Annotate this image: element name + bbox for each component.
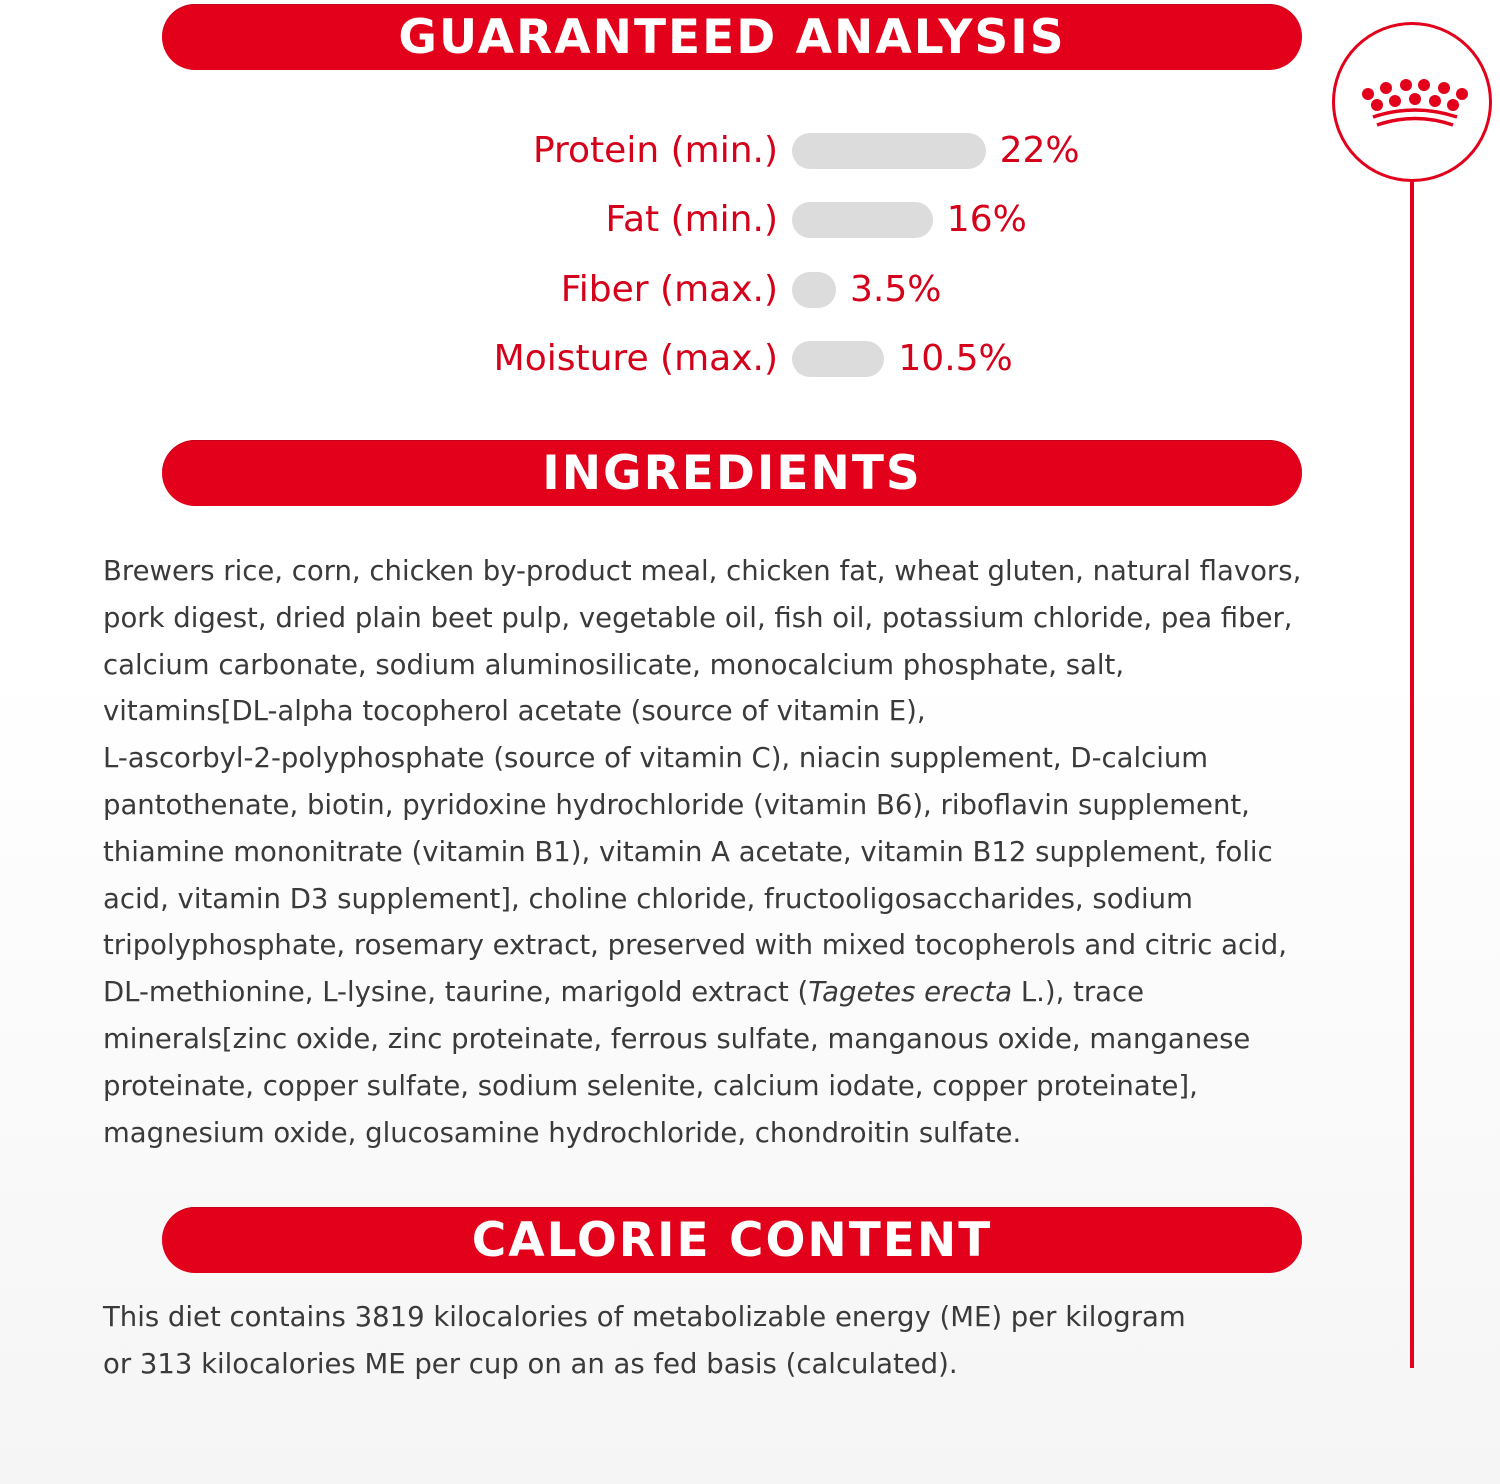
- analysis-label: Fiber (max.): [560, 269, 778, 310]
- ingredients-line: tripolyphosphate, rosemary extract, preserved with mixed tocopherols and citric acid,: [103, 929, 1287, 962]
- ingredients-line: minerals[zinc oxide, zinc proteinate, ferrous sulfate, manganous oxide, manganese: [103, 1022, 1251, 1055]
- analysis-row-moisture: [0, 334, 1500, 384]
- analysis-value: 3.5%: [850, 269, 942, 310]
- ingredients-line: acid, vitamin D3 supplement], choline chloride, fructooligosaccharides, sodium: [103, 882, 1193, 915]
- ingredients-line: vitamins[DL-alpha tocopherol acetate (source of vitamin E),: [103, 695, 926, 728]
- analysis-bar: [792, 202, 933, 238]
- ingredients-line: pantothenate, biotin, pyridoxine hydrochloride (vitamin B6), riboflavin supplement,: [103, 788, 1250, 821]
- ingredients-line: L-ascorbyl-2-polyphosphate (source of vitamin C), niacin supplement, D-calcium: [103, 742, 1209, 775]
- ingredients-species-name: Tagetes erecta: [808, 976, 1013, 1009]
- analysis-row-protein: [0, 126, 1500, 176]
- ingredients-line: thiamine mononitrate (vitamin B1), vitamin A acetate, vitamin B12 supplement, folic: [103, 835, 1273, 868]
- calorie-content-title: CALORIE CONTENT: [471, 1212, 993, 1268]
- analysis-label: Protein (min.): [532, 130, 778, 171]
- ingredients-fragment: DL-methionine, L-lysine, taurine, marigold extract (: [103, 976, 809, 1009]
- guaranteed-analysis-title: GUARANTEED ANALYSIS: [398, 9, 1066, 65]
- calorie-text: [103, 1294, 1303, 1388]
- ingredients-text: [103, 548, 1393, 1156]
- analysis-value: 10.5%: [898, 338, 1013, 379]
- ingredients-fragment: L.), trace: [1012, 976, 1145, 1009]
- brand-vertical-line: [1410, 182, 1414, 1368]
- calorie-line: or 313 kilocalories ME per cup on an as fed basis (calculated).: [103, 1347, 958, 1380]
- ingredients-line: [103, 969, 1393, 1016]
- brand-logo-circle: [1332, 22, 1492, 182]
- analysis-bar: [792, 133, 986, 169]
- calorie-content-banner: [162, 1207, 1302, 1273]
- ingredients-line: Brewers rice, corn, chicken by-product meal, chicken fat, wheat gluten, natural flavors,: [103, 555, 1302, 587]
- ingredients-line: magnesium oxide, glucosamine hydrochloride, chondroitin sulfate.: [103, 1116, 1022, 1149]
- analysis-row-fiber: [0, 265, 1500, 315]
- guaranteed-analysis-banner: [162, 4, 1302, 70]
- ingredients-banner: [162, 440, 1302, 506]
- analysis-value: 22%: [999, 130, 1080, 171]
- ingredients-line: proteinate, copper sulfate, sodium selenite, calcium iodate, copper proteinate],: [103, 1069, 1198, 1102]
- ingredients-line: calcium carbonate, sodium aluminosilicate, monocalcium phosphate, salt,: [103, 648, 1125, 681]
- analysis-bar: [792, 272, 836, 308]
- analysis-value: 16%: [946, 199, 1027, 240]
- ingredients-title: INGREDIENTS: [542, 445, 922, 501]
- analysis-row-fat: [0, 195, 1500, 245]
- analysis-bar: [792, 341, 884, 377]
- ingredients-line: pork digest, dried plain beet pulp, vegetable oil, fish oil, potassium chloride, pea fiber,: [103, 601, 1293, 634]
- analysis-label: Moisture (max.): [493, 338, 778, 379]
- analysis-label: Fat (min.): [605, 199, 778, 240]
- calorie-line: This diet contains 3819 kilocalories of metabolizable energy (ME) per kilogram: [103, 1301, 1186, 1333]
